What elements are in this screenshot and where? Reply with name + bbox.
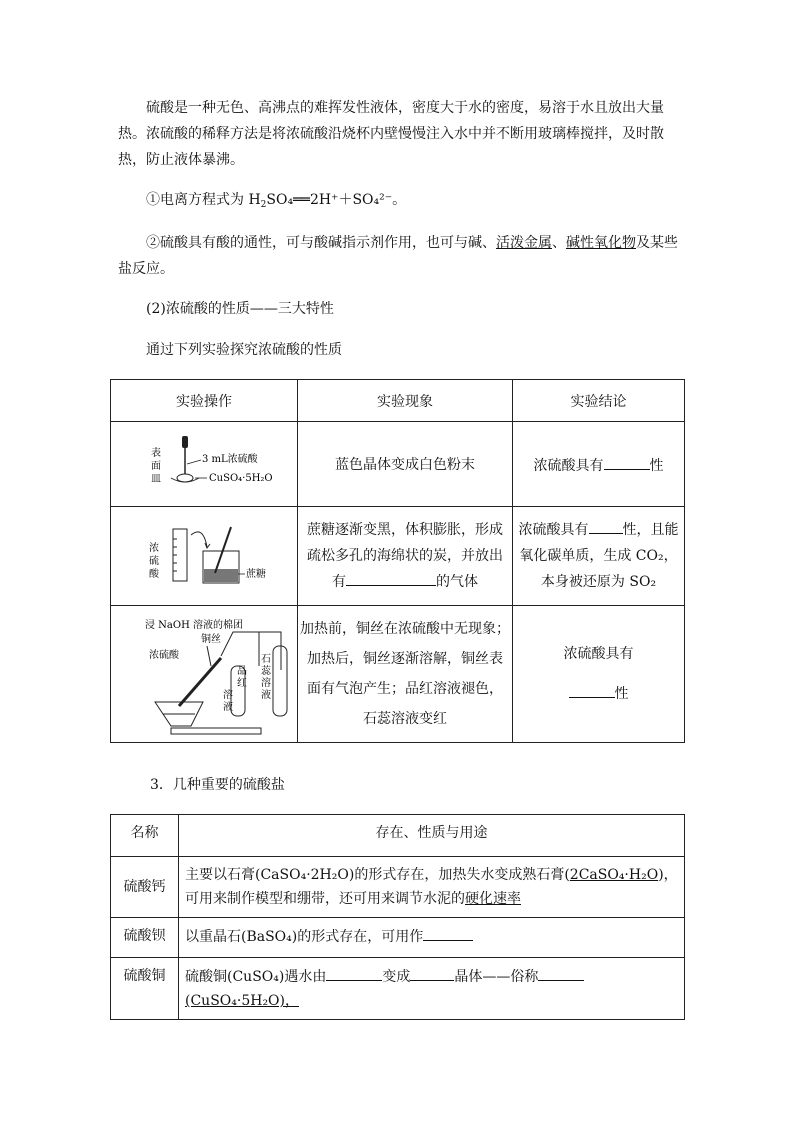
section3-title: 3．几种重要的硫酸盐	[150, 777, 285, 793]
svg-text:溶: 溶	[261, 678, 271, 689]
header-conclusion: 实验结论	[513, 380, 685, 422]
watch-glass-diagram	[111, 422, 297, 502]
svg-text:硫: 硫	[149, 556, 159, 567]
intro-text: 硫酸是一种无色、高沸点的难挥发性液体，密度大于水的密度，易溶于水且放出大量热。浓硫酸的稀释方法是将浓硫酸沿烧杯内壁慢慢注入水中并不断用玻璃棒搅拌，及时散热，防止液体暴沸。	[118, 100, 664, 168]
acid-properties: ②硫酸具有酸的通性，可与酸碱指示剂作用，也可与碱、活泼金属、碱性氧化物及某些盐反应。	[118, 235, 678, 277]
blank-oxidizing	[569, 681, 615, 698]
svg-text:液: 液	[223, 702, 233, 713]
label-cuso4: CuSO₄·5H₂O	[209, 473, 273, 484]
experiment-table	[110, 379, 685, 743]
blank-common-name	[538, 964, 584, 981]
blank-gas	[346, 569, 436, 586]
blank-dehydrating	[604, 453, 650, 470]
svg-text:品: 品	[237, 666, 247, 677]
header-usage: 存在、性质与用途	[179, 815, 685, 857]
header-name: 名称	[111, 815, 179, 857]
label-biao: 表	[151, 448, 161, 459]
svg-text:蕊: 蕊	[261, 666, 271, 677]
svg-text:石: 石	[261, 654, 271, 665]
salt-desc-baso4: 以重晶石(BaSO₄)的形式存在，可用作	[179, 918, 685, 958]
label-min: 皿	[151, 474, 161, 485]
diagram-cell-1	[111, 422, 298, 507]
phenomenon-1: 蓝色晶体变成白色粉末	[298, 422, 513, 507]
diagram-cell-3	[111, 606, 298, 743]
svg-text:溶: 溶	[223, 690, 233, 701]
underline-active-metal: 活泼金属	[496, 235, 552, 251]
header-phenomenon: 实验现象	[298, 380, 513, 422]
svg-text:铜丝: 铜丝	[201, 634, 221, 645]
salt-name-caso4: 硫酸钙	[111, 857, 179, 918]
blank-baso4-use	[423, 924, 473, 941]
intro-paragraph	[118, 95, 680, 173]
section2-title: (2)浓硫酸的性质——三大特性	[146, 301, 334, 317]
blank-dehydrating-2	[589, 517, 623, 534]
label-3ml-acid: 3 mL浓硫酸	[202, 454, 258, 465]
svg-text:浸 NaOH 溶液的棉团: 浸 NaOH 溶液的棉团	[145, 620, 243, 631]
underline-basic-oxide: 碱性氧化物	[566, 235, 636, 251]
section2-lead: 通过下列实验探究浓硫酸的性质	[146, 342, 342, 358]
salt-name-cuso4: 硫酸铜	[111, 958, 179, 1020]
diagram-cell-2	[111, 507, 298, 606]
salt-desc-cuso4: 硫酸铜(CuSO₄)遇水由 变成 晶体——俗称(CuSO₄·5H₂O)，	[179, 958, 685, 1020]
blank-color-to	[410, 964, 454, 981]
sulfate-table	[110, 814, 685, 1020]
svg-text:浓: 浓	[149, 543, 159, 554]
sugar-beaker-diagram	[111, 507, 297, 601]
label-mian: 面	[151, 461, 161, 472]
phenomenon-3: 加热前，铜丝在浓硫酸中无现象； 加热后，铜丝逐渐溶解，铜丝表 面有气泡产生；品红溶液褪色， 石蕊溶液变红	[298, 606, 513, 743]
svg-text:液: 液	[261, 690, 271, 701]
phenomenon-2: 蔗糖逐渐变黑，体积膨胀，形成 疏松多孔的海绵状的炭，并放出 有 的气体	[298, 507, 513, 606]
salt-desc-caso4: 主要以石膏(CaSO₄·2H₂O)的形式存在，加热失水变成熟石膏(2CaSO₄·H₂O)，可用来制作模型和绷带，还可用来调节水泥的硬化速率	[179, 857, 685, 918]
svg-text:浓硫酸: 浓硫酸	[149, 650, 179, 661]
conclusion-2: 浓硫酸具有 性，且能 氧化碳单质，生成 CO₂， 本身被还原为 SO₂	[513, 507, 685, 606]
header-operation: 实验操作	[111, 380, 298, 422]
svg-text:红: 红	[237, 678, 247, 689]
svg-text:酸: 酸	[149, 569, 159, 580]
conclusion-1: 浓硫酸具有 性	[513, 422, 685, 507]
label-sucrose: 蔗糖	[246, 569, 266, 580]
ionization-equation: ①电离方程式为 $H_2SO_4══2H^++SO_4^{2-}$。	[146, 192, 407, 210]
conclusion-3: 浓硫酸具有 性	[513, 606, 685, 743]
copper-reaction-diagram	[111, 606, 297, 738]
blank-color-from	[326, 964, 382, 981]
salt-name-baso4: 硫酸钡	[111, 918, 179, 958]
